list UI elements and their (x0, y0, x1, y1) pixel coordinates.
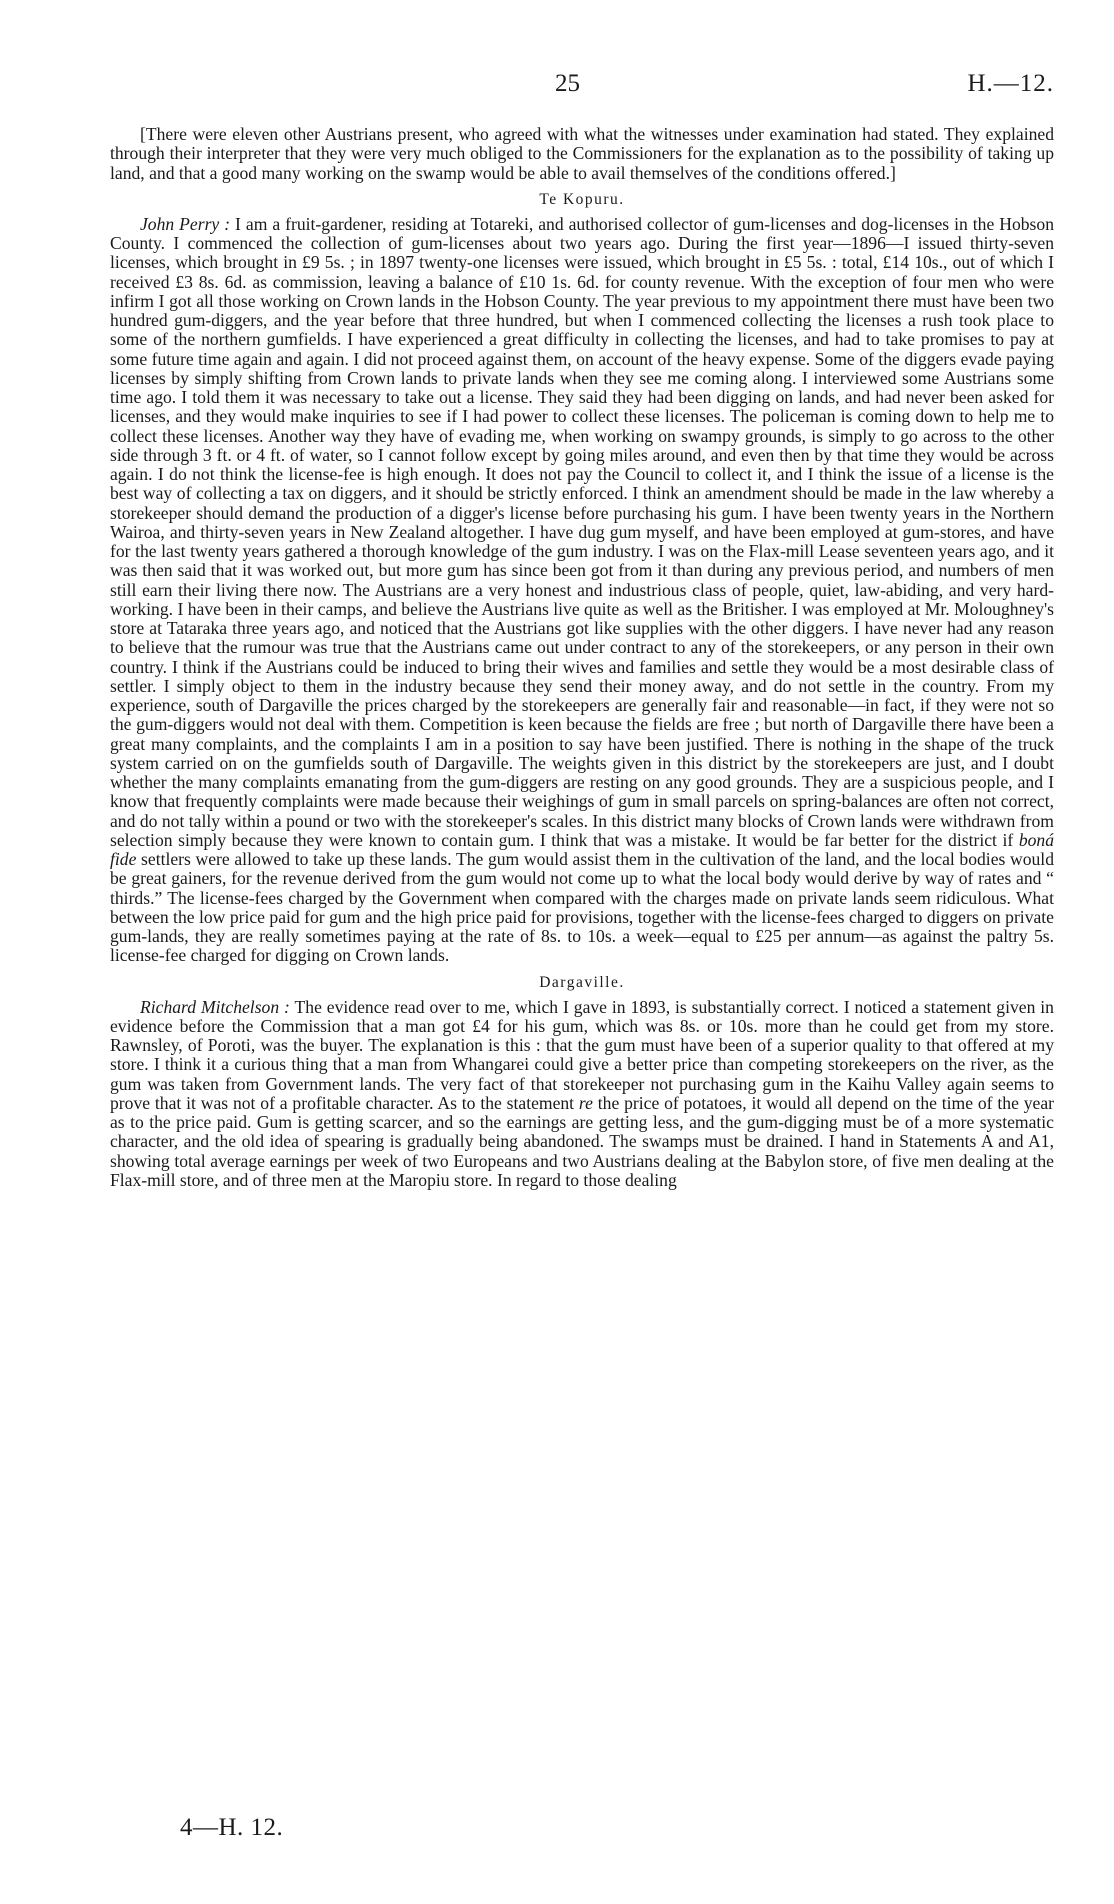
testimony-text-continued: the price of potatoes, it would all depend on the time of the year as to the price paid. Gum is getting scarcer, and so the earnings are getting less, and the gum-digging must be of a more systematic character, and the old idea of spearing is gradually being abandoned. The swamps must be drained. I hand in Statements A and A1, showing total average earnings per week of two Europeans and two Austrians dealing at the Babylon store, of five men dealing at the Flax-mill store, and of three men at the Maropiu store. In regard to those dealing (110, 1092, 1054, 1190)
italic-phrase: boná fide (110, 829, 1054, 869)
signature-mark: 4—H. 12. (180, 1814, 284, 1841)
testimony-john-perry (110, 215, 1054, 966)
speaker-name: John Perry : (140, 213, 231, 234)
section-heading-te-kopuru: Te Kopuru. (539, 190, 625, 208)
italic-word: re (578, 1092, 593, 1113)
section-heading-dargaville: Dargaville. (539, 973, 625, 991)
page-number: 25 (555, 70, 580, 97)
page-header (110, 70, 1054, 110)
speaker-name: Richard Mitchelson : (140, 996, 290, 1017)
testimony-text: I am a fruit-gardener, residing at Totareki, and authorised collector of gum-licenses and dog-licenses in the Hobson County. I commenced the collection of gum-licenses about two years ago. During the first year—1896—I issued thirty-seven licenses, which brought in £9 5s. ; in 1897 twenty-one licenses were issued, which brought in £5 5s. : total, £14 10s., out of which I received £3 8s. 6d. as commission, leaving a balance of £10 1s. 6d. for county revenue. With the exception of four men who were infirm I got all those working on Crown lands in the Hobson County. The year previous to my appointment there must have been two hundred gum-diggers, and the year before that three hundred, but when I commenced collecting the licenses a rush took place to some of the northern gumfields. I have experienced a great difficulty in collecting the licenses, and had to take promises to pay at some future time again and again. I did not proceed against them, on account of the heavy expense. Some of the diggers evade paying licenses by simply shifting from Crown lands to private lands when they see me coming along. I interviewed some Austrians some time ago. I told them it was necessary to take out a license. They said they had been digging on lands, and had never been asked for licenses, and they would make inquiries to see if I had power to collect these licenses. The policeman is coming down to help me to collect these licenses. Another way they have of evading me, when working on swampy grounds, is simply to go across to the other side through 3 ft. or 4 ft. of water, so I cannot follow except by going miles around, and even then by that time they would be across again. I do not think the license-fee is high enough. It does not pay the Council to collect it, and I think the issue of a license is the best way of collecting a tax on diggers, and it should be strictly enforced. I think an amendment should be made in the law whereby a storekeeper should demand the production of a digger's license before purchasing his gum. I have been twenty years in the Northern Wairoa, and thirty-seven years in New Zealand altogether. I have dug gum myself, and have been employed at gum-stores, and have for the last twenty years gathered a thorough knowledge of the gum industry. I was on the Flax-mill Lease seventeen years ago, and it was then said that it was worked out, but more gum has since been got from it than during any previous period, and numbers of men still earn their living there now. The Austrians are a very honest and industrious class of people, quiet, law-abiding, and very hard-working. I have been in their camps, and believe the Austrians live quite as well as the Britisher. I was employed at Mr. Moloughney's store at Tataraka three years ago, and noticed that the Austrians got like supplies with the other diggers. I have never had any reason to believe that the rumour was true that the Austrians came out under contract to any of the storekeepers, or any person in their own country. I think if the Austrians could be induced to bring their wives and families and settle they would be a most desirable class of settler. I simply object to them in the industry because they send their money away, and do not settle in the country. From my experience, south of Dargaville the prices charged by the storekeepers are generally fair and reasonable—in fact, if they were not so the gum-diggers would not deal with them. Competition is keen because the fields are free ; but north of Dargaville there have been a great many complaints, and the complaints I am in a position to say have been justified. There is nothing in the shape of the truck system carried on on the gumfields south of Dargaville. The weights given in this district by the storekeepers are just, and I doubt whether the many complaints emanating from the gum-diggers are resting on any good grounds. They are a suspicious people, and I know that frequently complaints were made because their weighings of gum in small parcels on spring-balances are often not correct, and do not tally within a pound or two with the storekeeper's scales. In this district many blocks of Crown lands were withdrawn from selection simply because they were known to contain gum. I think that was a mistake. It would be far better for the district if (110, 213, 1055, 850)
document-reference: H.—12. (967, 70, 1054, 97)
testimony-text-continued: settlers were allowed to take up these lands. The gum would assist them in the cultivation of the land, and the local bodies would be great gainers, for the revenue derived from the gum would not come up to what the local body would derive by way of rates and “ thirds.” The license-fees charged by the Government when compared with the charges made on private lands seem ridiculous. What between the low price paid for gum and the high price paid for provisions, together with the license-fees charged to diggers on private gum-lands, they are really sometimes paying at the rate of 8s. to 10s. a week—equal to £25 per annum—as against the paltry 5s. license-fee charged for digging on Crown lands. (110, 849, 1054, 966)
testimony-text: The evidence read over to me, which I gave in 1893, is substantially correct. I noticed a statement given in evidence before the Commission that a man got £4 for his gum, which was 8s. or 10s. more than he could get from my store. Rawnsley, of Poroti, was the buyer. The explanation is this : that the gum must have been of a superior quality to that offered at my store. I think it a curious thing that a man from Whangarei could give a better price than competing storekeepers on the river, as the gum was taken from Government lands. The very fact of that storekeeper not purchasing gum in the Kaihu Valley again seems to prove that it was not of a profitable character. As to the statement (110, 996, 1054, 1113)
intro-paragraph: [There were eleven other Austrians present, who agreed with what the witnesses under examination had stated. They explained through their interpreter that they were very much obliged to the Commissioners for the explanation as to the possibility of taking up land, and that a good many working on the swamp would be able to avail themselves of the conditions offered.] (110, 124, 1054, 183)
testimony-richard-mitchelson (110, 998, 1054, 1191)
document-body (110, 125, 1054, 1190)
